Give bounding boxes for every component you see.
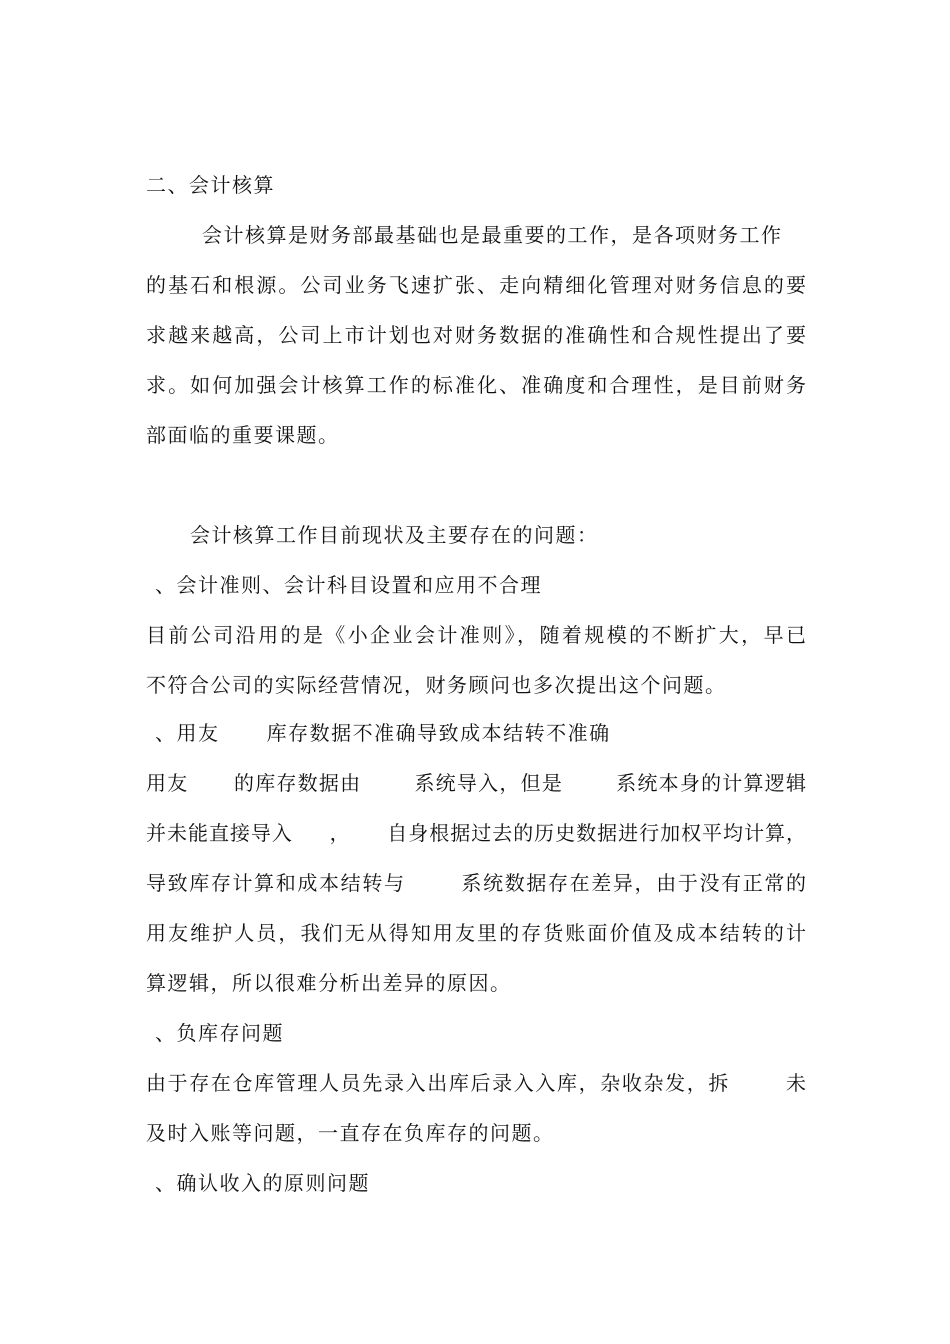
intro-paragraph-line: 的基石和根源。公司业务飞速扩张、走向精细化管理对财务信息的要 — [146, 273, 806, 297]
item-text-line: 及时入账等问题，一直存在负库存的问题。 — [146, 1121, 555, 1145]
item-text-line: 目前公司沿用的是《小企业会计准则》，随着规模的不断扩大，早已 — [146, 623, 806, 647]
intro-paragraph-line: 求越来越高，公司上市计划也对财务数据的准确性和合规性提出了要 — [146, 323, 806, 347]
item-text-line: 不符合公司的实际经营情况，财务顾问也多次提出这个问题。 — [146, 673, 727, 697]
item-text-line: 由于存在仓库管理人员先录入出库后录入入库，杂收杂发，拆 未 — [146, 1071, 806, 1095]
item-title: 、确认收入的原则问题 — [155, 1171, 370, 1195]
item-title: 、会计准则、会计科目设置和应用不合理 — [155, 573, 542, 597]
item-text-line: 并未能直接导入 ， 自身根据过去的历史数据进行加权平均计算， — [146, 821, 806, 845]
item-text-line: 用友 的库存数据由 系统导入，但是 系统本身的计算逻辑 — [146, 771, 806, 795]
item-title: 、用友 库存数据不准确导致成本结转不准确 — [155, 721, 611, 745]
item-text-line: 导致库存计算和成本结转与 系统数据存在差异，由于没有正常的 — [146, 871, 806, 895]
status-heading: 会计核算工作目前现状及主要存在的问题： — [190, 523, 599, 547]
item-text-line: 算逻辑，所以很难分析出差异的原因。 — [146, 971, 512, 995]
intro-paragraph-line: 部面临的重要课题。 — [146, 423, 340, 447]
section-heading: 二、会计核算 — [146, 173, 275, 197]
intro-paragraph-line: 求。如何加强会计核算工作的标准化、准确度和合理性，是目前财务 — [146, 373, 806, 397]
intro-paragraph-line: 会计核算是财务部最基础也是最重要的工作，是各项财务工作 — [202, 223, 783, 247]
item-title: 、负库存问题 — [155, 1021, 284, 1045]
item-text-line: 用友维护人员，我们无从得知用友里的存货账面价值及成本结转的计 — [146, 921, 806, 945]
